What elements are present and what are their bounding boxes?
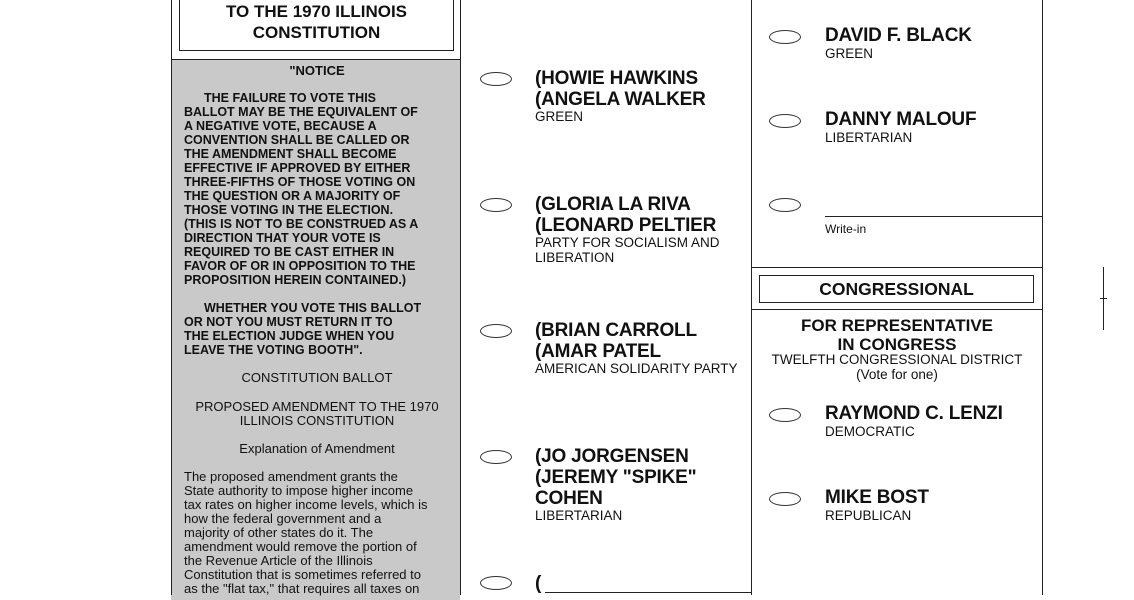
congressional-heading: CONGRESSIONAL	[759, 275, 1034, 303]
district-label: TWELFTH CONGRESSIONAL DISTRICT	[771, 352, 1023, 367]
vote-oval-carroll[interactable]	[480, 324, 512, 338]
notice-line: BALLOT MAY BE THE EQUIVALENT OF	[184, 105, 418, 119]
candidate-name: MIKE BOST	[825, 487, 929, 508]
vote-oval-write-in-president[interactable]	[480, 576, 512, 590]
notice-line: DIRECTION THAT YOUR VOTE IS	[184, 231, 381, 245]
amendment-header-box	[179, 0, 454, 51]
column-divider	[460, 0, 461, 595]
explanation-line: The proposed amendment grants the	[184, 469, 398, 484]
notice-line: A NEGATIVE VOTE, BECAUSE A	[184, 119, 377, 133]
notice-line: LEAVE THE VOTING BOOTH".	[184, 343, 363, 357]
explanation-line: how the federal government and a	[184, 511, 382, 526]
vote-oval-write-in-senate[interactable]	[769, 198, 801, 212]
explanation-heading: Explanation of Amendment	[239, 441, 395, 456]
write-in-line	[545, 592, 751, 593]
candidate-name: RAYMOND C. LENZI	[825, 403, 1003, 424]
candidate-name: (GLORIA LA RIVA	[535, 194, 691, 215]
candidate-party: LIBERTARIAN	[535, 508, 623, 523]
amendment-header-line2: CONSTITUTION	[252, 23, 381, 42]
candidate-name: DANNY MALOUF	[825, 109, 977, 130]
vote-oval-bost[interactable]	[769, 492, 801, 506]
candidate-name: COHEN	[535, 488, 603, 509]
office-title-line1: FOR REPRESENTATIVE	[800, 316, 994, 335]
candidate-name: (HOWIE HAWKINS	[535, 68, 698, 89]
explanation-line: tax rates on higher income levels, which is	[184, 497, 428, 512]
candidate-party: LIBERTARIAN	[825, 130, 913, 145]
candidate-name: DAVID F. BLACK	[825, 25, 972, 46]
notice-line: (THIS IS NOT TO BE CONSTRUED AS A	[184, 217, 419, 231]
section-divider	[752, 309, 1042, 310]
candidate-name: (AMAR PATEL	[535, 341, 661, 362]
explanation-line: State authority to impose higher income	[184, 483, 414, 498]
candidate-party: LIBERATION	[535, 250, 615, 265]
proposed-line2: ILLINOIS CONSTITUTION	[239, 413, 395, 428]
amendment-header-line1: TO THE 1970 ILLINOIS	[225, 2, 408, 21]
vote-oval-black[interactable]	[769, 30, 801, 44]
section-divider	[752, 267, 1042, 268]
vote-oval-jorgensen[interactable]	[480, 450, 512, 464]
notice-line: CONVENTION SHALL BE CALLED OR	[184, 133, 410, 147]
notice-line: THE AMENDMENT SHALL BECOME	[184, 147, 397, 161]
vote-oval-la-riva[interactable]	[480, 198, 512, 212]
candidate-name: (JO JORGENSEN	[535, 446, 689, 467]
column-divider	[1042, 0, 1043, 595]
vote-for-label: (Vote for one)	[856, 367, 938, 382]
timing-mark-tick	[1100, 298, 1107, 299]
amendment-column	[171, 0, 460, 595]
candidate-name: (ANGELA WALKER	[535, 89, 706, 110]
candidate-name: (LEONARD PELTIER	[535, 215, 717, 236]
office-title-line2: IN CONGRESS	[837, 335, 957, 354]
candidate-name: (JEREMY "SPIKE"	[535, 467, 697, 488]
notice-title: "NOTICE	[289, 63, 345, 78]
notice-line: REQUIRED TO BE CAST EITHER IN	[184, 245, 395, 259]
explanation-line: majority of other states do it. The	[184, 525, 374, 540]
explanation-line: amendment would remove the portion of	[184, 539, 417, 554]
candidate-party: GREEN	[825, 46, 874, 61]
vote-oval-hawkins[interactable]	[480, 72, 512, 86]
notice-line: WHETHER YOU VOTE THIS BALLOT	[204, 301, 422, 315]
write-in-label: Write-in	[825, 222, 867, 236]
notice-line: FAVOR OF OR IN OPPOSITION TO THE	[184, 259, 416, 273]
notice-line: THOSE VOTING IN THE ELECTION.	[184, 203, 394, 217]
candidate-party: AMERICAN SOLIDARITY PARTY	[535, 361, 738, 376]
column-divider	[171, 0, 172, 595]
vote-oval-malouf[interactable]	[769, 114, 801, 128]
notice-line: OR NOT YOU MUST RETURN IT TO	[184, 315, 393, 329]
candidate-party: GREEN	[535, 109, 584, 124]
notice-panel	[171, 59, 460, 600]
candidate-name: (BRIAN CARROLL	[535, 320, 697, 341]
explanation-line: Constitution that is sometimes referred to	[184, 567, 421, 582]
proposed-line1: PROPOSED AMENDMENT TO THE 1970	[195, 399, 439, 414]
column-divider	[751, 0, 752, 595]
candidate-party: DEMOCRATIC	[825, 424, 915, 439]
notice-line: EFFECTIVE IF APPROVED BY EITHER	[184, 161, 411, 175]
explanation-line: the Revenue Article of the Illinois	[184, 553, 373, 568]
write-in-line	[825, 216, 1042, 217]
candidate-party: REPUBLICAN	[825, 508, 912, 523]
notice-line: THE FAILURE TO VOTE THIS	[204, 91, 377, 105]
constitution-ballot-label: CONSTITUTION BALLOT	[241, 370, 393, 385]
write-in-paren: (	[535, 573, 542, 594]
notice-line: THREE-FIFTHS OF THOSE VOTING ON	[184, 175, 416, 189]
notice-line: THE QUESTION OR A MAJORITY OF	[184, 189, 401, 203]
explanation-line: as the "flat tax," that requires all taxes on	[184, 581, 420, 596]
candidate-party: PARTY FOR SOCIALISM AND	[535, 235, 720, 250]
notice-line: PROPOSITION HEREIN CONTAINED.)	[184, 273, 407, 287]
vote-oval-lenzi[interactable]	[769, 408, 801, 422]
notice-line: THE ELECTION JUDGE WHEN YOU	[184, 329, 395, 343]
